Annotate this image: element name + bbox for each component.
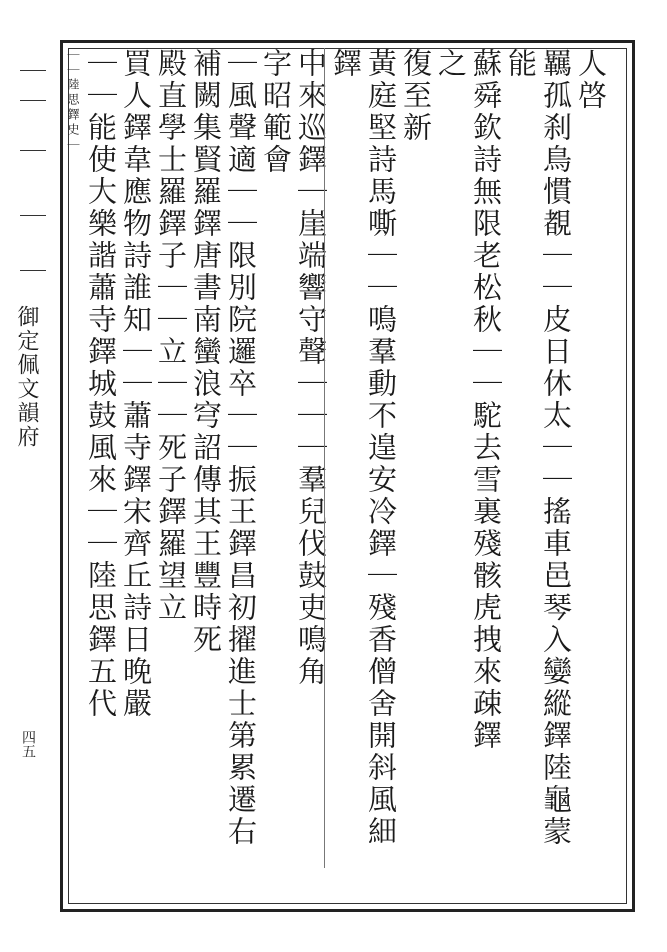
column-text: 補闕集賢羅鐸唐書南蠻浪穹詔傳其王豐時死	[189, 48, 223, 656]
page-number: 四五	[20, 730, 36, 758]
column-text: 殿直學士羅鐸子｜｜立｜｜死子鐸羅望立	[154, 48, 188, 624]
column-text: ｜風聲適｜｜限別院邏卒｜｜振王鐸昌初擢進士第累遷右	[224, 48, 258, 848]
column-text: ｜｜陸思鐸史｜	[66, 48, 80, 153]
column-text: ｜｜能使大樂諧蕭寺鐸城鼓風來｜｜陸思鐸五代	[84, 48, 118, 720]
column-text: 復至新	[399, 48, 433, 144]
column-text: 中來巡鐸｜崖端響守聲｜｜｜羣兒伐鼓吏鳴角	[294, 48, 328, 688]
fold-mark	[20, 150, 46, 151]
column-text: 黃庭堅詩馬嘶｜｜鳴羣動不遑安冷鐸｜殘香僧舍開斜風細	[364, 48, 398, 848]
column-text: 之	[434, 48, 468, 80]
book-title: 御定佩文韻府	[14, 305, 39, 449]
column-text: 能	[504, 48, 538, 80]
fold-mark	[20, 215, 46, 216]
fold-mark	[20, 70, 46, 71]
column-text: 蘇舜欽詩無限老松秋｜｜駝去雪裏殘骸虎拽來疎鐸	[469, 48, 503, 752]
column-text: 字昭範會	[259, 48, 293, 176]
fold-mark	[20, 100, 46, 101]
text-column	[66, 48, 80, 868]
left-margin	[0, 0, 58, 952]
column-text: 鐸	[329, 48, 363, 80]
column-text: 羈孤刹鳥慣覩｜｜皮日休太｜｜搖車邑琴入孌縱鐸陸龜蒙	[539, 48, 573, 848]
column-text: 買人鐸韋應物詩誰知｜｜蕭寺鐸宋齊丘詩日晚嚴	[119, 48, 153, 720]
text-column	[79, 48, 127, 868]
column-text: 人啓	[574, 48, 608, 112]
fold-mark	[20, 270, 46, 271]
column-divider	[324, 48, 325, 868]
